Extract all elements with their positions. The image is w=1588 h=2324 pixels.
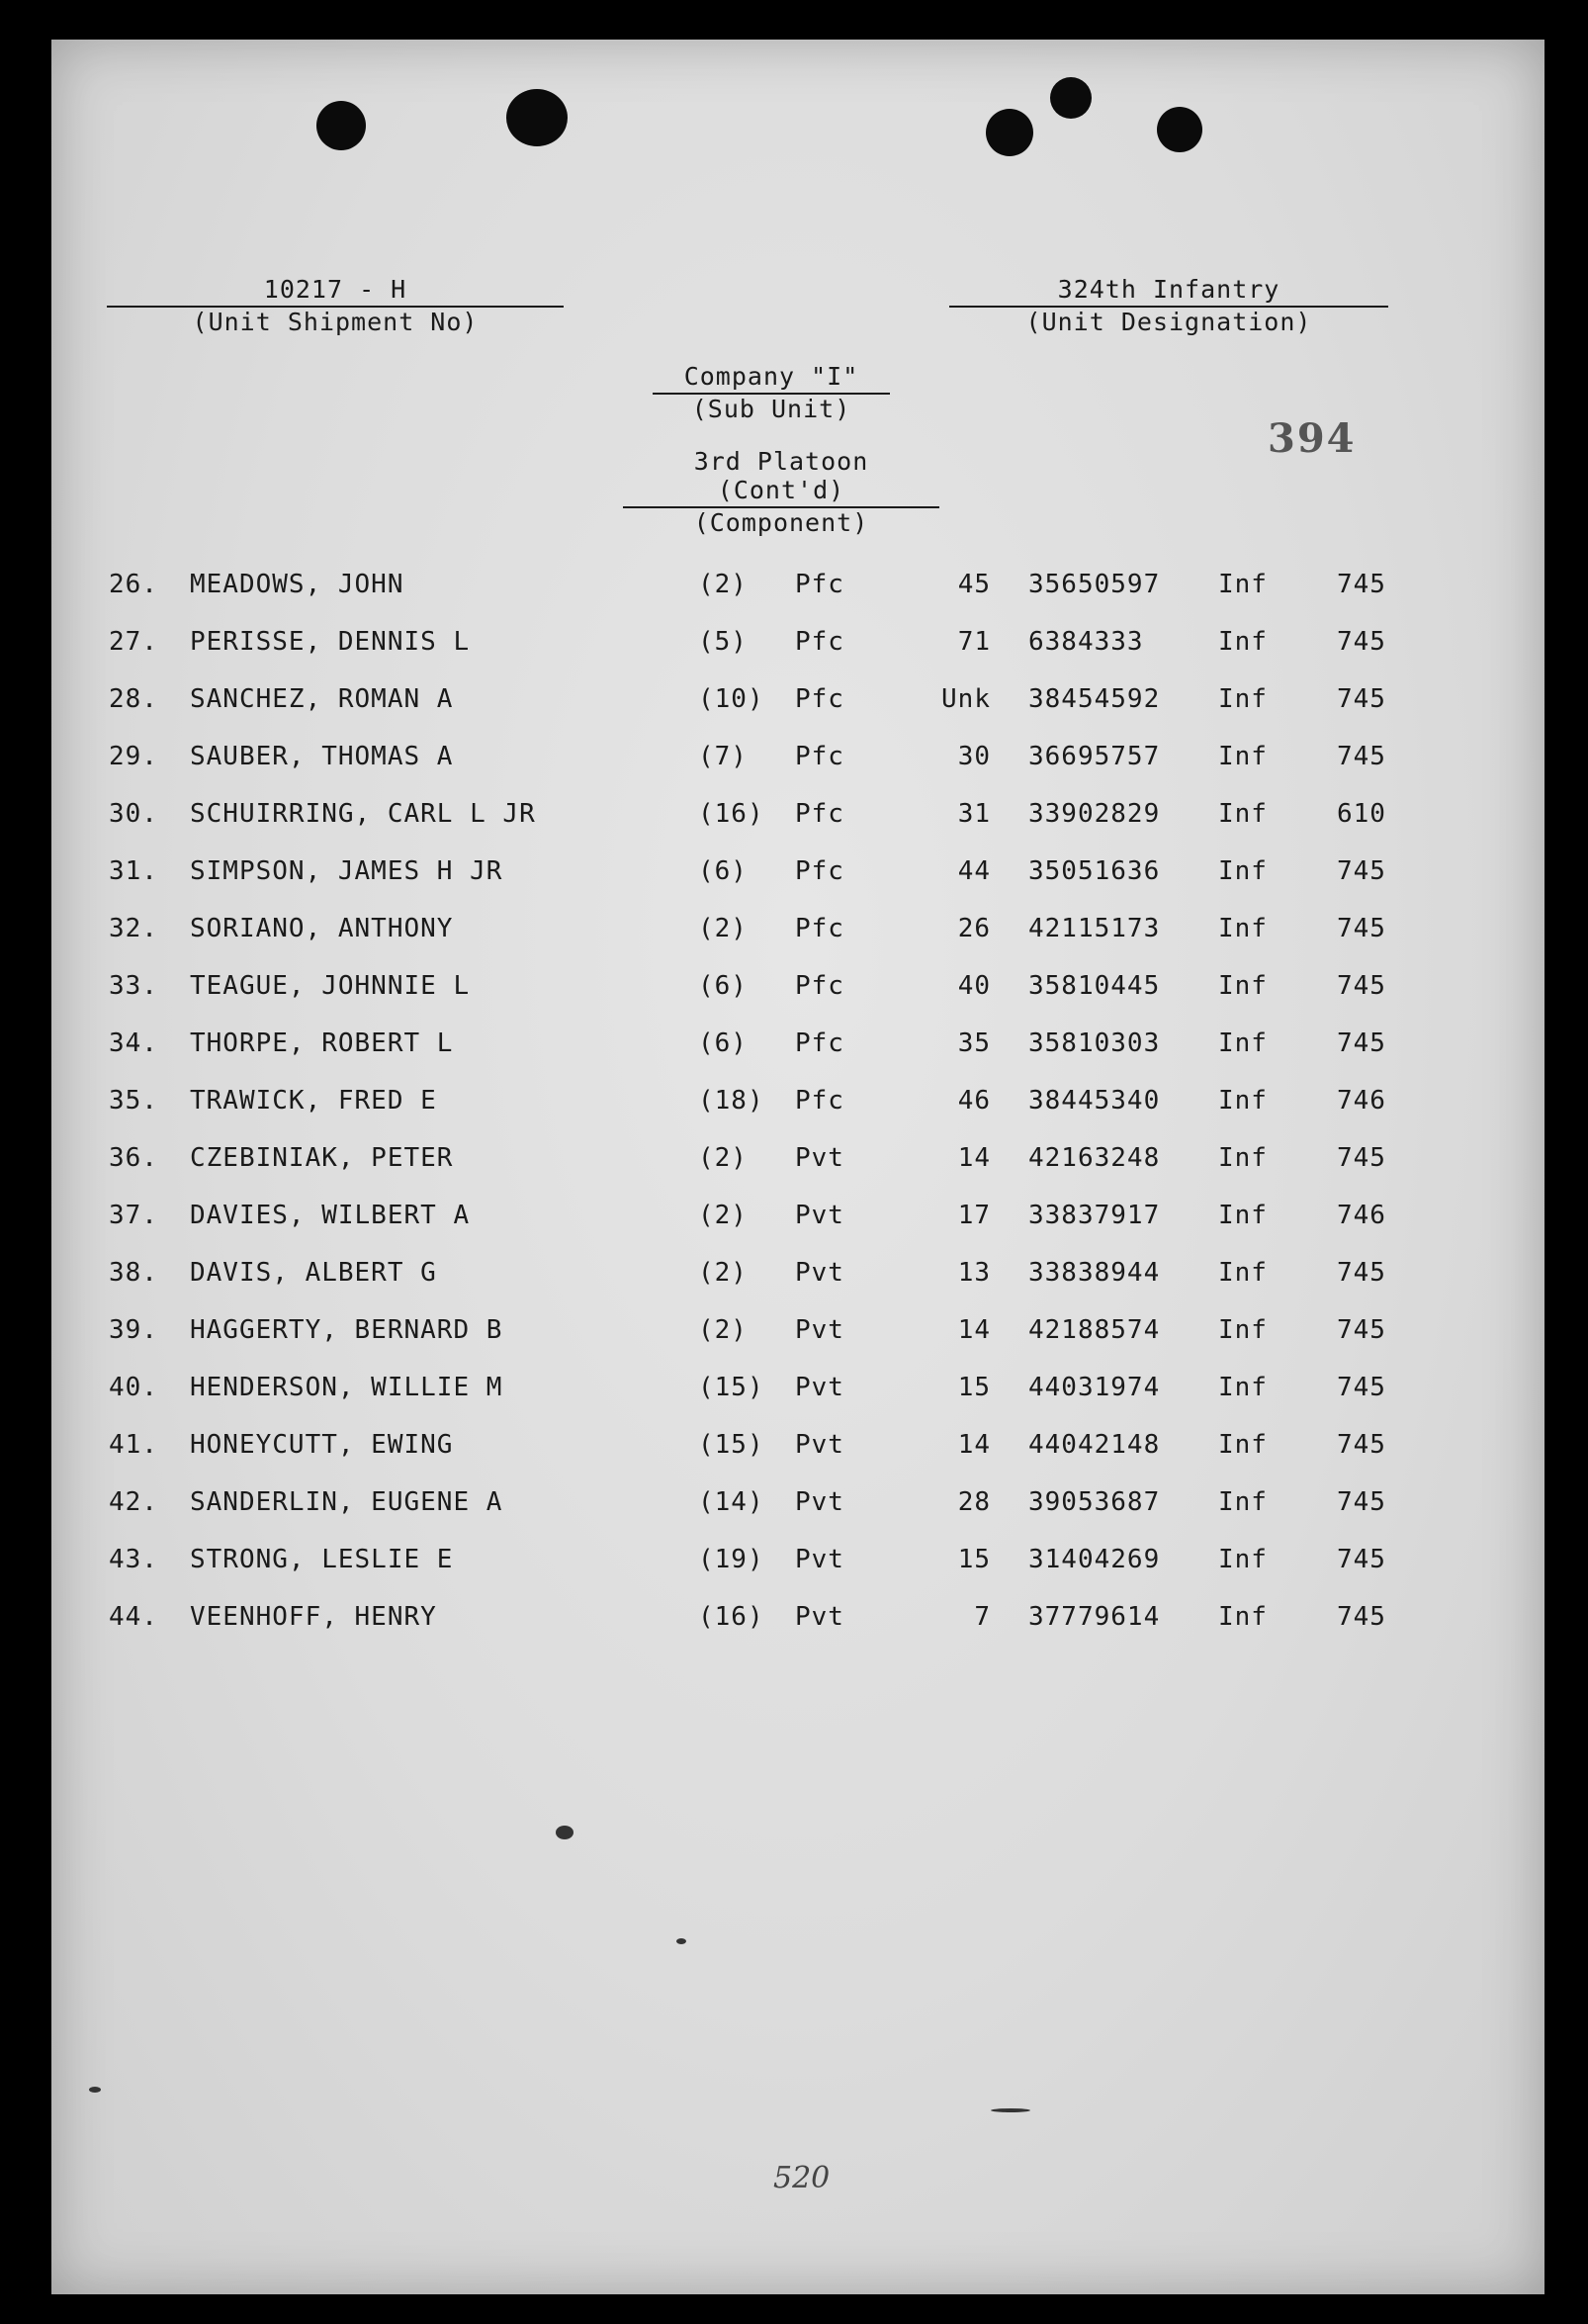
- code: (2): [698, 1315, 748, 1345]
- code: (19): [698, 1545, 764, 1574]
- row-number: 34.: [109, 1028, 158, 1058]
- unit-designation-caption: (Unit Designation): [1025, 308, 1312, 336]
- code: (2): [698, 570, 748, 599]
- row-number: 35.: [109, 1086, 158, 1116]
- mos-code: 745: [1337, 742, 1386, 771]
- grade: Pfc: [795, 627, 844, 657]
- table-row: [51, 684, 1544, 724]
- arm-of-service: Inf: [1218, 1487, 1268, 1517]
- row-number: 43.: [109, 1545, 158, 1574]
- table-row: [51, 971, 1544, 1011]
- serial-number: 35810445: [1028, 971, 1161, 1001]
- score: 14: [957, 1315, 991, 1345]
- arm-of-service: Inf: [1218, 1086, 1268, 1116]
- soldier-name: SIMPSON, JAMES H JR: [190, 856, 503, 886]
- soldier-name: HONEYCUTT, EWING: [190, 1430, 454, 1460]
- page-number: 394: [1268, 415, 1357, 462]
- grade: Pfc: [795, 856, 844, 886]
- code: (10): [698, 684, 764, 714]
- soldier-name: DAVIES, WILBERT A: [190, 1201, 471, 1230]
- soldier-name: DAVIS, ALBERT G: [190, 1258, 437, 1288]
- serial-number: 44031974: [1028, 1373, 1161, 1402]
- row-number: 37.: [109, 1201, 158, 1230]
- arm-of-service: Inf: [1218, 1602, 1268, 1632]
- arm-of-service: Inf: [1218, 627, 1268, 657]
- arm-of-service: Inf: [1218, 914, 1268, 943]
- mos-code: 746: [1337, 1086, 1386, 1116]
- soldier-name: TRAWICK, FRED E: [190, 1086, 437, 1116]
- punch-hole: [1157, 107, 1202, 152]
- grade: Pvt: [795, 1602, 844, 1632]
- serial-number: 39053687: [1028, 1487, 1161, 1517]
- row-number: 26.: [109, 570, 158, 599]
- unit-shipment-caption: (Unit Shipment No): [192, 308, 479, 336]
- row-number: 42.: [109, 1487, 158, 1517]
- arm-of-service: Inf: [1218, 799, 1268, 829]
- table-row: [51, 856, 1544, 896]
- code: (2): [698, 914, 748, 943]
- component-caption: (Component): [693, 508, 869, 537]
- serial-number: 35650597: [1028, 570, 1161, 599]
- arm-of-service: Inf: [1218, 1430, 1268, 1460]
- grade: Pvt: [795, 1430, 844, 1460]
- mos-code: 745: [1337, 1258, 1386, 1288]
- grade: Pfc: [795, 914, 844, 943]
- punch-hole: [1050, 77, 1092, 119]
- grade: Pvt: [795, 1545, 844, 1574]
- table-row: [51, 1373, 1544, 1412]
- code: (16): [698, 799, 764, 829]
- unit-designation-block: [949, 275, 1388, 336]
- code: (14): [698, 1487, 764, 1517]
- ink-speck: [676, 1938, 686, 1944]
- score: 14: [957, 1143, 991, 1173]
- serial-number: 42115173: [1028, 914, 1161, 943]
- code: (2): [698, 1143, 748, 1173]
- soldier-name: VEENHOFF, HENRY: [190, 1602, 437, 1632]
- soldier-name: TEAGUE, JOHNNIE L: [190, 971, 471, 1001]
- table-row: [51, 799, 1544, 839]
- score: 17: [957, 1201, 991, 1230]
- mos-code: 746: [1337, 1201, 1386, 1230]
- table-row: [51, 1487, 1544, 1527]
- arm-of-service: Inf: [1218, 742, 1268, 771]
- mos-code: 745: [1337, 627, 1386, 657]
- serial-number: 31404269: [1028, 1545, 1161, 1574]
- mos-code: 610: [1337, 799, 1386, 829]
- mos-code: 745: [1337, 1315, 1386, 1345]
- arm-of-service: Inf: [1218, 684, 1268, 714]
- score: 15: [957, 1545, 991, 1574]
- mos-code: 745: [1337, 684, 1386, 714]
- arm-of-service: Inf: [1218, 1028, 1268, 1058]
- document-page: [51, 40, 1544, 2294]
- score: 28: [957, 1487, 991, 1517]
- mos-code: 745: [1337, 856, 1386, 886]
- table-row: [51, 1086, 1544, 1125]
- mos-code: 745: [1337, 1373, 1386, 1402]
- unit-designation: 324th Infantry: [1057, 275, 1280, 304]
- soldier-name: HAGGERTY, BERNARD B: [190, 1315, 503, 1345]
- ink-speck: [89, 2087, 101, 2093]
- score: 44: [957, 856, 991, 886]
- serial-number: 42163248: [1028, 1143, 1161, 1173]
- mos-code: 745: [1337, 971, 1386, 1001]
- serial-number: 6384333: [1028, 627, 1144, 657]
- score: 31: [957, 799, 991, 829]
- score: 40: [957, 971, 991, 1001]
- mos-code: 745: [1337, 1143, 1386, 1173]
- score: 30: [957, 742, 991, 771]
- arm-of-service: Inf: [1218, 1143, 1268, 1173]
- code: (7): [698, 742, 748, 771]
- arm-of-service: Inf: [1218, 856, 1268, 886]
- table-row: [51, 570, 1544, 609]
- score: 35: [957, 1028, 991, 1058]
- code: (2): [698, 1201, 748, 1230]
- arm-of-service: Inf: [1218, 1258, 1268, 1288]
- component-block: [623, 447, 939, 537]
- grade: Pfc: [795, 799, 844, 829]
- serial-number: 37779614: [1028, 1602, 1161, 1632]
- mos-code: 745: [1337, 1545, 1386, 1574]
- serial-number: 33902829: [1028, 799, 1161, 829]
- score: 71: [957, 627, 991, 657]
- code: (15): [698, 1373, 764, 1402]
- row-number: 28.: [109, 684, 158, 714]
- score: 46: [957, 1086, 991, 1116]
- code: (15): [698, 1430, 764, 1460]
- code: (6): [698, 971, 748, 1001]
- unit-shipment-number: 10217 - H: [263, 275, 407, 304]
- mos-code: 745: [1337, 1028, 1386, 1058]
- ink-speck: [991, 2108, 1030, 2112]
- punch-hole: [506, 89, 568, 146]
- table-row: [51, 914, 1544, 953]
- sub-unit: Company "I": [683, 362, 859, 391]
- score: 13: [957, 1258, 991, 1288]
- mos-code: 745: [1337, 1430, 1386, 1460]
- arm-of-service: Inf: [1218, 1201, 1268, 1230]
- soldier-name: SANCHEZ, ROMAN A: [190, 684, 454, 714]
- grade: Pfc: [795, 1028, 844, 1058]
- serial-number: 42188574: [1028, 1315, 1161, 1345]
- code: (5): [698, 627, 748, 657]
- soldier-name: SANDERLIN, EUGENE A: [190, 1487, 503, 1517]
- mos-code: 745: [1337, 570, 1386, 599]
- table-row: [51, 1315, 1544, 1355]
- serial-number: 38454592: [1028, 684, 1161, 714]
- row-number: 39.: [109, 1315, 158, 1345]
- row-number: 27.: [109, 627, 158, 657]
- score: 15: [957, 1373, 991, 1402]
- table-row: [51, 1545, 1544, 1584]
- arm-of-service: Inf: [1218, 971, 1268, 1001]
- grade: Pvt: [795, 1373, 844, 1402]
- soldier-name: PERISSE, DENNIS L: [190, 627, 471, 657]
- soldier-name: STRONG, LESLIE E: [190, 1545, 454, 1574]
- row-number: 30.: [109, 799, 158, 829]
- row-number: 44.: [109, 1602, 158, 1632]
- score: 7: [974, 1602, 991, 1632]
- code: (16): [698, 1602, 764, 1632]
- grade: Pvt: [795, 1201, 844, 1230]
- mos-code: 745: [1337, 1487, 1386, 1517]
- soldier-name: CZEBINIAK, PETER: [190, 1143, 454, 1173]
- row-number: 41.: [109, 1430, 158, 1460]
- arm-of-service: Inf: [1218, 1315, 1268, 1345]
- component: 3rd Platoon (Cont'd): [693, 447, 869, 504]
- serial-number: 35051636: [1028, 856, 1161, 886]
- arm-of-service: Inf: [1218, 1373, 1268, 1402]
- score: 45: [957, 570, 991, 599]
- serial-number: 33837917: [1028, 1201, 1161, 1230]
- grade: Pfc: [795, 684, 844, 714]
- row-number: 29.: [109, 742, 158, 771]
- arm-of-service: Inf: [1218, 1545, 1268, 1574]
- row-number: 38.: [109, 1258, 158, 1288]
- soldier-name: THORPE, ROBERT L: [190, 1028, 454, 1058]
- soldier-name: SAUBER, THOMAS A: [190, 742, 454, 771]
- ink-speck: [556, 1826, 573, 1839]
- table-row: [51, 1258, 1544, 1297]
- row-number: 36.: [109, 1143, 158, 1173]
- mos-code: 745: [1337, 1602, 1386, 1632]
- unit-shipment-block: [107, 275, 564, 336]
- soldier-name: HENDERSON, WILLIE M: [190, 1373, 503, 1402]
- grade: Pfc: [795, 570, 844, 599]
- sub-unit-block: [653, 362, 890, 423]
- code: (6): [698, 856, 748, 886]
- score: Unk: [941, 684, 991, 714]
- table-row: [51, 1430, 1544, 1470]
- serial-number: 38445340: [1028, 1086, 1161, 1116]
- mos-code: 745: [1337, 914, 1386, 943]
- soldier-name: SCHUIRRING, CARL L JR: [190, 799, 536, 829]
- punch-hole: [316, 101, 366, 150]
- serial-number: 33838944: [1028, 1258, 1161, 1288]
- table-row: [51, 1143, 1544, 1183]
- grade: Pfc: [795, 1086, 844, 1116]
- arm-of-service: Inf: [1218, 570, 1268, 599]
- serial-number: 44042148: [1028, 1430, 1161, 1460]
- serial-number: 35810303: [1028, 1028, 1161, 1058]
- grade: Pvt: [795, 1487, 844, 1517]
- row-number: 31.: [109, 856, 158, 886]
- table-row: [51, 627, 1544, 667]
- serial-number: 36695757: [1028, 742, 1161, 771]
- punch-hole: [986, 109, 1033, 156]
- code: (6): [698, 1028, 748, 1058]
- grade: Pvt: [795, 1258, 844, 1288]
- sub-unit-caption: (Sub Unit): [691, 395, 851, 423]
- handwritten-mark: 520: [773, 2161, 831, 2195]
- row-number: 33.: [109, 971, 158, 1001]
- row-number: 40.: [109, 1373, 158, 1402]
- table-row: [51, 1201, 1544, 1240]
- row-number: 32.: [109, 914, 158, 943]
- grade: Pvt: [795, 1315, 844, 1345]
- table-row: [51, 1602, 1544, 1642]
- score: 14: [957, 1430, 991, 1460]
- code: (18): [698, 1086, 764, 1116]
- grade: Pvt: [795, 1143, 844, 1173]
- grade: Pfc: [795, 742, 844, 771]
- soldier-name: SORIANO, ANTHONY: [190, 914, 454, 943]
- table-row: [51, 1028, 1544, 1068]
- score: 26: [957, 914, 991, 943]
- grade: Pfc: [795, 971, 844, 1001]
- code: (2): [698, 1258, 748, 1288]
- soldier-name: MEADOWS, JOHN: [190, 570, 404, 599]
- table-row: [51, 742, 1544, 781]
